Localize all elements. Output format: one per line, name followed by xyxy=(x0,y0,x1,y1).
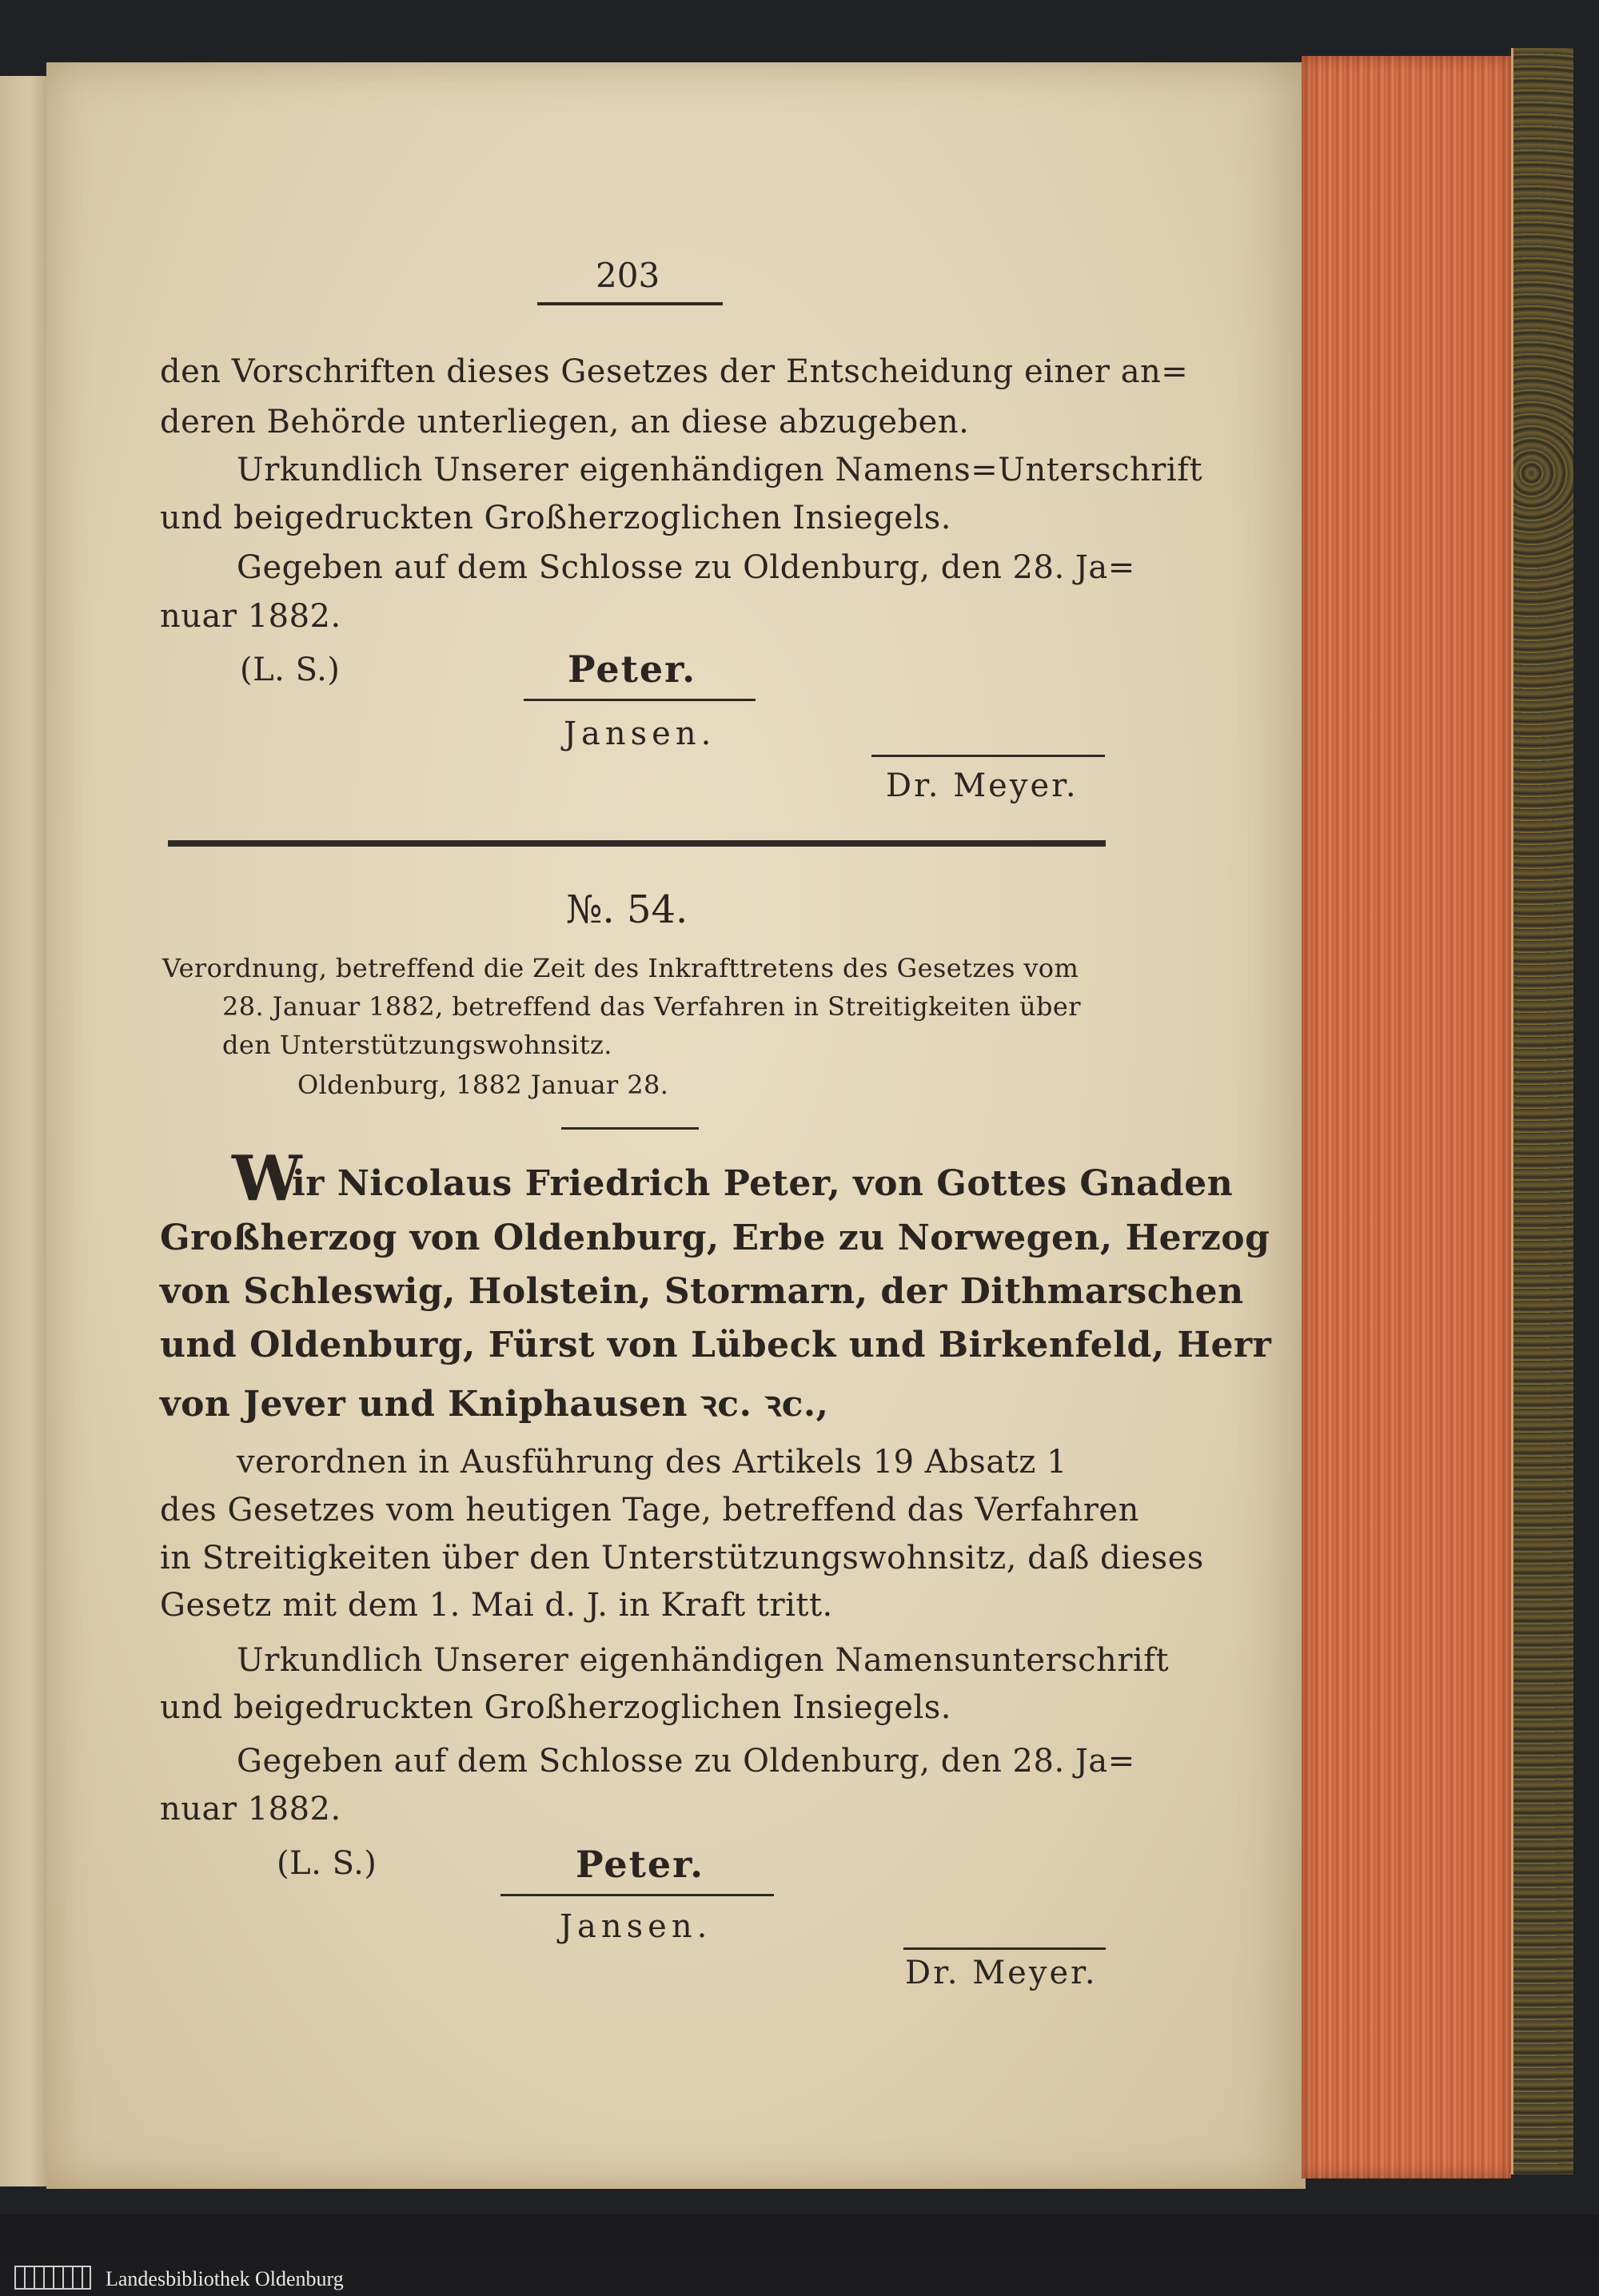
left-page-edge xyxy=(0,76,50,2186)
seal-mark: (L. S.) xyxy=(277,1845,377,1882)
signature-meyer: Dr. Meyer. xyxy=(905,1955,1098,1991)
text-line: deren Behörde unterliegen, an diese abzugeben. xyxy=(160,404,970,440)
signature-jansen: Jansen. xyxy=(560,1908,712,1945)
body-line: des Gesetzes vom heutigen Tage, betreffend das Verfahren xyxy=(160,1492,1139,1529)
intro-line: von Schleswig, Holstein, Stormarn, der Dithmarschen xyxy=(160,1271,1244,1312)
body-line: in Streitigkeiten über den Unterstützungswohnsitz, daß dieses xyxy=(160,1540,1204,1577)
text-line: Gegeben auf dem Schlosse zu Oldenburg, den 28. Ja= xyxy=(237,549,1135,586)
text-line: und beigedruckten Großherzoglichen Insiegels. xyxy=(160,500,951,536)
library-logo-icon xyxy=(14,2266,91,2290)
heading-line: 28. Januar 1882, betreffend das Verfahren in Streitigkeiten über xyxy=(222,991,1081,1022)
heading-rule xyxy=(561,1127,699,1130)
intro-line: und Oldenburg, Fürst von Lübeck und Birkenfeld, Herr xyxy=(160,1325,1272,1365)
body-line: Gegeben auf dem Schlosse zu Oldenburg, den 28. Ja= xyxy=(237,1743,1135,1780)
signature-rule xyxy=(903,1947,1106,1950)
heading-line: den Unterstützungswohnsitz. xyxy=(222,1030,612,1060)
seal-mark: (L. S.) xyxy=(240,652,341,688)
text-line: den Vorschriften dieses Gesetzes der Entscheidung einer an= xyxy=(160,353,1189,390)
body-line: Gesetz mit dem 1. Mai d. J. in Kraft tritt. xyxy=(160,1587,833,1624)
body-line: und beigedruckten Großherzoglichen Insiegels. xyxy=(160,1689,951,1726)
intro-line: Großherzog von Oldenburg, Erbe zu Norwegen, Herzog xyxy=(160,1218,1270,1258)
body-line: nuar 1882. xyxy=(160,1791,341,1828)
section-divider xyxy=(168,840,1106,847)
signature-rule xyxy=(500,1894,774,1896)
signature-rule xyxy=(871,755,1105,757)
intro-line: ir Nicolaus Friedrich Peter, von Gottes Gnaden xyxy=(292,1163,1234,1204)
text-line: nuar 1882. xyxy=(160,598,341,635)
drop-initial: W xyxy=(232,1142,302,1215)
page-number: 203 xyxy=(596,256,660,295)
signature-peter: Peter. xyxy=(568,648,697,691)
heading-line: Oldenburg, 1882 Januar 28. xyxy=(297,1070,669,1100)
text-line: Urkundlich Unserer eigenhändigen Namens=Unterschrift xyxy=(237,452,1203,488)
section-number: №. 54. xyxy=(566,887,688,932)
body-line: verordnen in Ausführung des Artikels 19 Absatz 1 xyxy=(237,1444,1067,1481)
signature-rule xyxy=(524,699,756,701)
signature-meyer: Dr. Meyer. xyxy=(886,767,1079,804)
library-name: Landesbibliothek Oldenburg xyxy=(106,2267,344,2290)
intro-line: von Jever und Kniphausen ꝛc. ꝛc., xyxy=(160,1384,829,1425)
signature-jansen: Jansen. xyxy=(564,716,716,752)
book-cover-marbled xyxy=(1511,48,1573,2174)
page-fore-edge xyxy=(1302,56,1511,2178)
signature-peter: Peter. xyxy=(576,1843,705,1886)
body-line: Urkundlich Unserer eigenhändigen Namensunterschrift xyxy=(237,1642,1170,1679)
heading-line: Verordnung, betreffend die Zeit des Inkrafttretens des Gesetzes vom xyxy=(162,953,1079,983)
page-number-rule xyxy=(537,302,723,305)
